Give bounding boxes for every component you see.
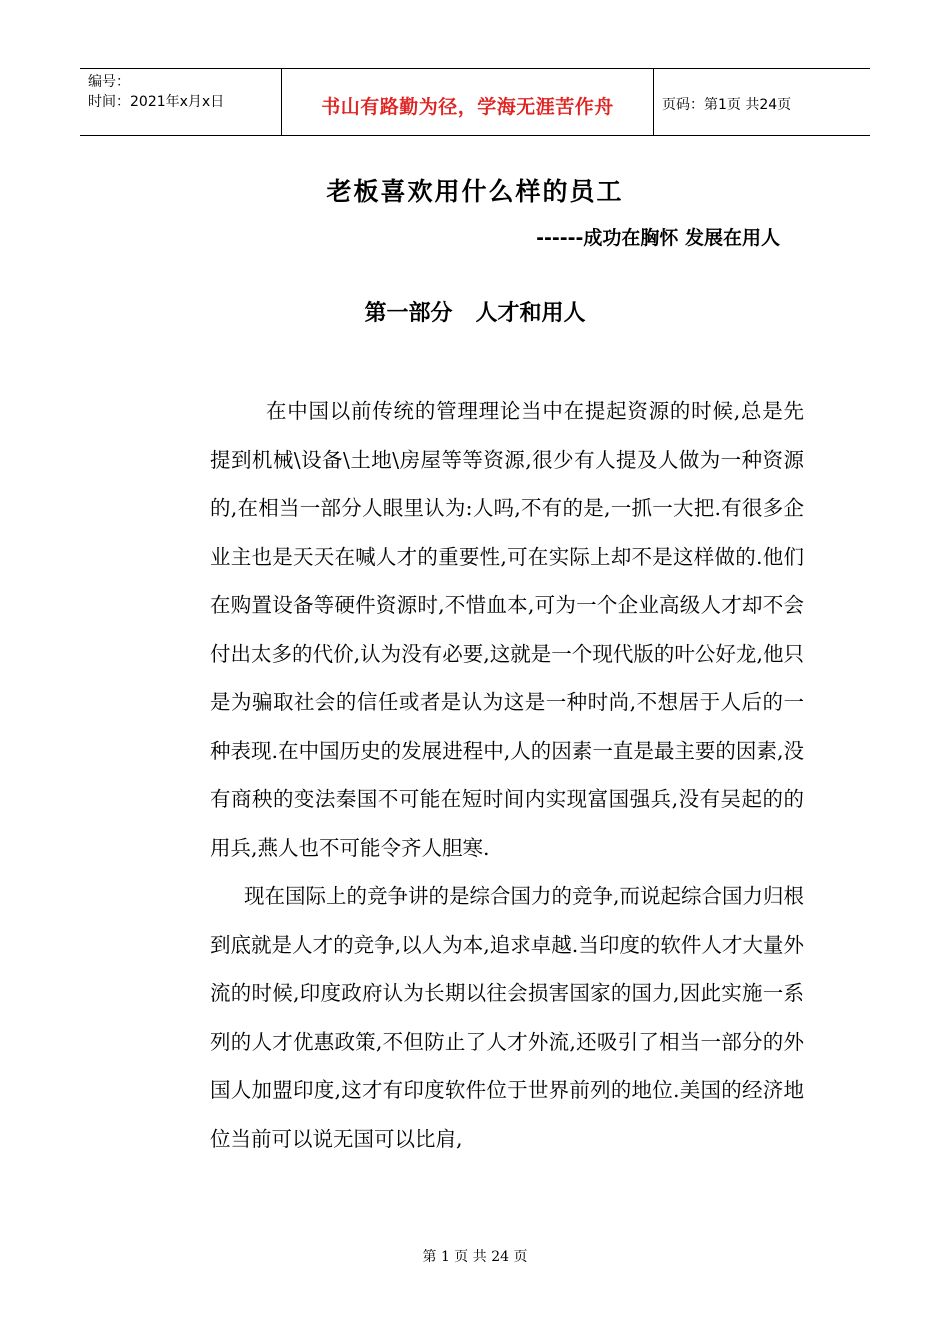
body-paragraph: 在中国以前传统的管理理论当中在提起资源的时候,总是先提到机械\设备\土地\房屋等等资源,很少有人提及人做为一种资源的,在相当一部分人眼里认为:人吗,不有的是,一抓一大把.有很多企业主也是天天在喊人才的重要性,可在实际上却不是这样做的.他们在购置设备等硬件资源时,不惜血本,可为一个企业高级人才却不会付出太多的代价,认为没有必要,这就是一个现代版的叶公好龙,他只是为骗取社会的信任或者是认为这是一种时尚,不想居于人后的一种表现.在中国历史的发展进程中,人的因素一直是最主要的因素,没有商秧的变法秦国不可能在短时间内实现富国强兵,没有吴起的的用兵,燕人也不可能令齐人胆寒.: [210, 399, 804, 860]
header-motto: 书山有路勤为径，学海无涯苦作舟: [321, 95, 614, 118]
header-meta-cell: [80, 69, 281, 135]
document-number-label: 编号：: [88, 74, 130, 90]
header-motto-cell: [281, 69, 654, 135]
document-body: [210, 387, 804, 1163]
header-page-cell: [654, 69, 870, 135]
document-title: 老板喜欢用什么样的员工: [326, 177, 624, 206]
body-paragraph: 现在国际上的竞争讲的是综合国力的竞争,而说起综合国力归根到底就是人才的竞争,以人为本,追求卓越.当印度的软件人才大量外流的时候,印度政府认为长期以往会损害国家的国力,因此实施一系列的人才优惠政策,不但防止了人才外流,还吸引了相当一部分的外国人加盟印度,这才有印度软件位于世界前列的地位.美国的经济地位当前可以说无国可以比肩,: [210, 884, 805, 1151]
document-time-label: 时间：2021年x月x日: [88, 94, 225, 110]
header-page-code: 页码：第1页 共24页: [662, 97, 792, 113]
footer-page-indicator: 第 1 页 共 24 页: [422, 1249, 528, 1265]
header-table: [80, 68, 870, 136]
document-subtitle: ------成功在胸怀 发展在用人: [536, 227, 780, 249]
section-title: 第一部分 人才和用人: [364, 301, 586, 326]
